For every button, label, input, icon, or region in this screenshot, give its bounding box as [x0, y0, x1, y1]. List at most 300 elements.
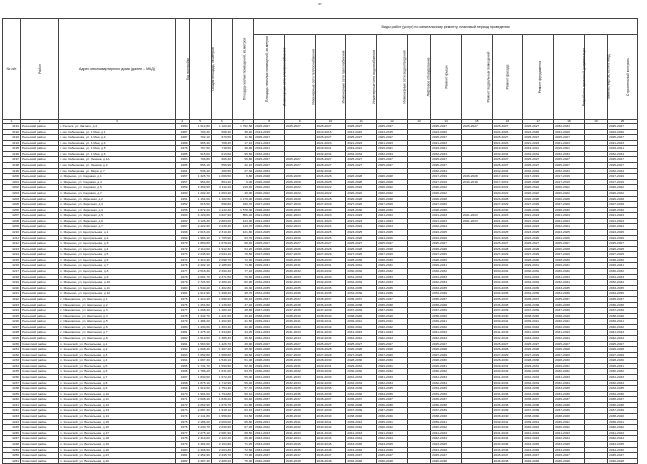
table-cell: 2035-2037: [523, 296, 554, 302]
table-cell: 2040-2042: [554, 324, 585, 330]
table-cell: п. Марьино, ул. Центральная, д.3: [59, 241, 176, 247]
table-cell: 1974: [175, 257, 189, 263]
table-cell: 2 230,70: [189, 425, 211, 431]
table-cell: 2 480,20: [211, 280, 232, 286]
header-label: Площадь жилых помещений, кв.метров: [242, 37, 247, 101]
table-cell: 2027-2029: [492, 202, 523, 208]
table-cell: 2020-2022: [377, 185, 408, 191]
table-cell: 2025-2027: [377, 124, 408, 130]
table-cell: Советский район: [21, 341, 59, 347]
table-cell: 2029-2031: [492, 263, 523, 269]
table-cell: 4198: [3, 163, 21, 169]
table-cell: 2036-2038: [608, 302, 638, 308]
table-cell: 2035-2037: [377, 397, 408, 403]
table-cell: 4228: [3, 330, 21, 336]
table-cell: 2046-2048: [431, 458, 462, 464]
table-cell: 2025-2027: [492, 124, 523, 130]
table-cell: 2045-2047: [608, 453, 638, 459]
table-cell: 2046-2048: [315, 458, 346, 464]
table-cell: 4210: [3, 229, 21, 235]
table-cell: Рыльский район: [21, 151, 59, 157]
table-cell: 4206: [3, 207, 21, 213]
table-cell: 2025-2027: [608, 135, 638, 141]
table-cell: 1962: [175, 218, 189, 224]
table-cell: 4214: [3, 252, 21, 258]
table-cell: 2030-2032: [431, 269, 462, 275]
table-cell: 1959: [175, 185, 189, 191]
table-cell: 1 612,90: [189, 291, 211, 297]
table-cell: 2043-2045: [377, 441, 408, 447]
table-cell: 2024-2026: [554, 129, 585, 135]
table-cell: 6,80: [232, 174, 253, 180]
table-cell: 2036-2038: [431, 402, 462, 408]
table-cell: 2024-2026: [492, 235, 523, 241]
table-cell: 2021-2023: [284, 218, 315, 224]
table-cell: 1979: [175, 441, 189, 447]
table-cell: 2024-2026: [377, 235, 408, 241]
table-cell: 2039-2041: [431, 419, 462, 425]
header-label: Год постройки: [185, 57, 190, 81]
table-cell: Советский район: [21, 380, 59, 386]
table-cell: г. им. Кабешкова, ул. 1 Мая, д.5: [59, 146, 176, 152]
table-cell: 2021-2023: [431, 218, 462, 224]
table-cell: 56,40: [232, 380, 253, 386]
table-cell: 2031-2033: [284, 375, 315, 381]
table-cell: 4232: [3, 352, 21, 358]
table-cell: 2 245,90: [189, 252, 211, 258]
table-cell: 2044-2046: [346, 447, 377, 453]
table-cell: 2040-2042: [346, 324, 377, 330]
table-cell: 1 475,10: [189, 330, 211, 336]
table-cell: 1 325,70: [189, 174, 211, 180]
header-label: Ремонт фасада: [505, 64, 510, 90]
table-cell: 2025-2027: [284, 163, 315, 169]
table-cell: 2032-2034: [492, 151, 523, 157]
column-index-cell: 17: [523, 120, 554, 124]
table-cell: Рыльский район: [21, 140, 59, 146]
table-cell: 2025-2027: [431, 135, 462, 141]
table-cell: 2039-2041: [523, 319, 554, 325]
table-cell: 2019-2021: [315, 146, 346, 152]
table-cell: Советский район: [21, 391, 59, 397]
table-cell: 2044-2046: [377, 447, 408, 453]
table-cell: 508,40: [211, 129, 232, 135]
table-cell: 2028-2030: [554, 257, 585, 263]
table-cell: 2031-2033: [346, 274, 377, 280]
table-cell: Рыльский район: [21, 157, 59, 163]
table-cell: 2044-2046: [315, 447, 346, 453]
table-cell: 2 290,40: [211, 269, 232, 275]
table-cell: 2017-2019: [492, 174, 523, 180]
table-cell: 2028-2030: [554, 358, 585, 364]
table-cell: 4212: [3, 241, 21, 247]
table-cell: 665,40: [211, 157, 232, 163]
table-cell: 2 497,40: [189, 458, 211, 464]
table-cell: 2030-2032: [377, 269, 408, 275]
table-cell: 2026-2028: [431, 347, 462, 353]
table-cell: 4234: [3, 363, 21, 369]
header-label: Строительный контроль: [626, 57, 631, 97]
table-cell: 2038-2040: [523, 313, 554, 319]
table-cell: 2042-2044: [254, 335, 285, 341]
table-cell: 71,20: [232, 441, 253, 447]
table-cell: г. им. Кабешкова, ул. 1 Мая, д.4: [59, 140, 176, 146]
table-cell: Рыльский район: [21, 252, 59, 258]
table-cell: 2021-2023: [554, 218, 585, 224]
table-cell: 2026-2028: [523, 347, 554, 353]
table-cell: 2031-2033: [523, 274, 554, 280]
table-cell: 2030-2032: [608, 269, 638, 275]
table-cell: 4237: [3, 380, 21, 386]
table-cell: Рыльский район: [21, 296, 59, 302]
table-cell: п. Марьино, ул. Садовая, д.6: [59, 185, 176, 191]
table-cell: 2024-2026: [284, 235, 315, 241]
header-cell: [461, 35, 492, 120]
table-cell: 2036-2038: [284, 302, 315, 308]
table-cell: 2041-2043: [254, 430, 285, 436]
table-cell: 65,80: [232, 419, 253, 425]
table-cell: 2 008,40: [189, 397, 211, 403]
table-cell: 1975: [175, 419, 189, 425]
table-cell: 2021-2023: [346, 218, 377, 224]
table-cell: 2 615,20: [189, 229, 211, 235]
table-cell: 2031-2033: [315, 274, 346, 280]
table-cell: Рыльский район: [21, 207, 59, 213]
table-cell: 4243: [3, 414, 21, 420]
header-label: Район: [37, 64, 42, 74]
table-cell: п. Марьино, ул. Центральная, д.2: [59, 235, 176, 241]
table-cell: 2023-2025: [492, 229, 523, 235]
table-cell: 2024-2026: [431, 235, 462, 241]
header-cell: [407, 35, 430, 120]
table-cell: 2028-2030: [608, 257, 638, 263]
table-cell: Советский район: [21, 447, 59, 453]
table-cell: 3 827,90: [211, 213, 232, 219]
table-cell: 2027-2029: [608, 202, 638, 208]
table-cell: 2027-2029: [492, 252, 523, 258]
table-cell: 2039-2041: [492, 419, 523, 425]
table-cell: 2021-2023: [608, 218, 638, 224]
table-cell: 1 298,30: [189, 308, 211, 314]
table-cell: 1966: [175, 369, 189, 375]
table-cell: п. Марьино, ул. Заречная, д.5: [59, 213, 176, 219]
table-cell: 2 724,50: [189, 280, 211, 286]
table-cell: 2035-2037: [492, 397, 523, 403]
table-cell: 2037-2039: [554, 408, 585, 414]
table-cell: 1 467,20: [211, 347, 232, 353]
table-cell: 2041-2043: [492, 430, 523, 436]
table-cell: 2042-2044: [377, 335, 408, 341]
table-cell: 2025-2027: [315, 135, 346, 141]
table-cell: 2019-2021: [608, 146, 638, 152]
table-cell: 2 052,90: [189, 402, 211, 408]
table-cell: Советский район: [21, 430, 59, 436]
table-cell: 2026-2028: [554, 347, 585, 353]
table-cell: 2020-2022: [608, 185, 638, 191]
table-cell: Советский район: [21, 441, 59, 447]
table-cell: 965,40: [189, 140, 211, 146]
table-cell: 2041-2043: [523, 430, 554, 436]
table-cell: 3 126,30: [189, 218, 211, 224]
table-cell: 2 245,70: [211, 453, 232, 459]
table-cell: 2032-2034: [254, 280, 285, 286]
table-cell: 2037-2039: [346, 408, 377, 414]
table-cell: 4238: [3, 386, 21, 392]
table-cell: 2040-2042: [377, 324, 408, 330]
table-cell: 4242: [3, 408, 21, 414]
group-header: Виды работ (услуг) по капитальному ремонту, плановый период проведения: [254, 19, 638, 35]
table-cell: 2035-2037: [523, 397, 554, 403]
table-cell: 2019-2021: [254, 146, 285, 152]
table-cell: 1 063,40: [211, 190, 232, 196]
table-cell: 46,90: [232, 341, 253, 347]
table-cell: 2034-2036: [377, 391, 408, 397]
column-index-cell: 11: [346, 120, 377, 124]
table-cell: 2031-2033: [377, 375, 408, 381]
table-cell: 2025-2027: [492, 157, 523, 163]
table-cell: 63,70: [232, 235, 253, 241]
table-cell: 2021-2023: [492, 218, 523, 224]
table-cell: 2025-2027: [284, 241, 315, 247]
table-cell: 2034-2036: [254, 291, 285, 297]
table-cell: 2046-2048: [254, 458, 285, 464]
table-cell: 2033-2035: [492, 285, 523, 291]
table-cell: 2040-2042: [554, 425, 585, 431]
table-cell: 2 319,60: [189, 436, 211, 442]
table-cell: 2032-2034: [608, 168, 638, 174]
table-cell: 2042-2044: [431, 335, 462, 341]
table-cell: 2035-2037: [608, 397, 638, 403]
table-cell: 2025-2027: [492, 163, 523, 169]
table-cell: 2033-2035: [523, 386, 554, 392]
table-cell: 4203: [3, 190, 21, 196]
table-cell: п. Марьино, ул. Заречная, д.6: [59, 218, 176, 224]
table-cell: п. Марьино, ул. Центральная, д.5: [59, 252, 176, 258]
table-cell: 1979: [175, 280, 189, 286]
table-cell: Рыльский район: [21, 241, 59, 247]
table-cell: 42,10: [232, 163, 253, 169]
table-cell: 2042-2044: [284, 436, 315, 442]
table-cell: г. им. Кабешкова, ул. 1 Мая, д.6: [59, 151, 176, 157]
table-cell: 2025-2027: [254, 241, 285, 247]
table-cell: 2025-2027: [431, 157, 462, 163]
table-cell: 2027-2029: [554, 252, 585, 258]
table-cell: п. Кшенский, ул. Вокзальная, д.7: [59, 375, 176, 381]
table-cell: Рыльский район: [21, 190, 59, 196]
table-cell: 2046-2048: [346, 458, 377, 464]
table-cell: п. Кшенский, ул. Вокзальная, д.17: [59, 430, 176, 436]
table-cell: 2025-2027: [523, 157, 554, 163]
table-cell: 2032-2034: [431, 168, 462, 174]
table-cell: п. Марьино, ул. Заречная, д.2: [59, 196, 176, 202]
table-cell: 2030-2032: [523, 369, 554, 375]
table-cell: 2021-2023: [254, 213, 285, 219]
table-cell: 2028-2030: [492, 257, 523, 263]
table-cell: 2032-2034: [431, 280, 462, 286]
table-cell: 2029-2031: [284, 263, 315, 269]
table-cell: 1969: [175, 235, 189, 241]
table-cell: Рыльский район: [21, 324, 59, 330]
table-cell: 1987: [175, 135, 189, 141]
table-cell: п. Кшенский, ул. Вокзальная, д.19: [59, 441, 176, 447]
table-cell: 2039-2041: [315, 319, 346, 325]
table-cell: 2035-2037: [315, 397, 346, 403]
table-cell: 2021-2023: [254, 218, 285, 224]
header-cell: [175, 19, 189, 120]
table-cell: 2037-2039: [523, 308, 554, 314]
table-cell: 2035-2037: [346, 296, 377, 302]
table-cell: 2034-2036: [315, 291, 346, 297]
table-cell: 1 741,70: [189, 363, 211, 369]
table-cell: 1968: [175, 229, 189, 235]
table-cell: 2045-2047: [254, 453, 285, 459]
table-cell: 2037-2039: [284, 308, 315, 314]
table-cell: 4244: [3, 419, 21, 425]
table-cell: 2038-2040: [284, 313, 315, 319]
table-cell: 2 081,90: [211, 430, 232, 436]
table-cell: 2036-2038: [492, 302, 523, 308]
table-cell: 2034-2036: [346, 291, 377, 297]
table-cell: 2023-2025: [346, 229, 377, 235]
table-cell: 1980: [175, 447, 189, 453]
table-cell: 2042-2044: [554, 436, 585, 442]
table-cell: 2025-2027: [315, 124, 346, 130]
table-cell: 1 964,00: [189, 391, 211, 397]
table-cell: 2041-2043: [315, 330, 346, 336]
table-cell: 2030-2032: [608, 369, 638, 375]
table-cell: 2017-2019: [431, 179, 462, 185]
table-cell: 2028-2030: [431, 358, 462, 364]
table-cell: с. Ивановское, ул. Школьная, д.2: [59, 302, 176, 308]
table-cell: 2028-2030: [431, 257, 462, 263]
table-cell: 2028-2030: [608, 358, 638, 364]
table-cell: 1980: [175, 285, 189, 291]
table-cell: 4231: [3, 347, 21, 353]
table-cell: 2030-2032: [431, 369, 462, 375]
table-cell: п. Марьино, ул. Центральная, д.6: [59, 257, 176, 263]
table-cell: п. Кшенский, ул. Вокзальная, д.22: [59, 458, 176, 464]
table-cell: Советский район: [21, 453, 59, 459]
table-cell: 2022-2024: [377, 224, 408, 230]
table-cell: 2025-2027: [523, 341, 554, 347]
table-cell: 2044-2046: [284, 447, 315, 453]
table-cell: 2020-2022: [346, 190, 377, 196]
table-cell: 2027-2029: [284, 252, 315, 258]
table-cell: 1973: [175, 252, 189, 258]
table-cell: 4229: [3, 335, 21, 341]
table-cell: 2029-2031: [608, 263, 638, 269]
header-label: Инженерные сети водоотведения: [402, 50, 407, 104]
table-cell: 2032-2034: [315, 380, 346, 386]
table-cell: 2044-2046: [608, 447, 638, 453]
table-cell: 2030-2032: [284, 369, 315, 375]
table-cell: 58,40: [232, 241, 253, 247]
table-cell: 2037-2039: [315, 308, 346, 314]
column-index-cell: 12: [377, 120, 408, 124]
table-cell: 1 786,20: [189, 369, 211, 375]
table-cell: 51,00: [232, 358, 253, 364]
table-cell: 2032-2034: [254, 151, 285, 157]
header-cell: № п/п: [3, 19, 21, 120]
table-cell: п. Марьино, ул. Центральная, д.4: [59, 246, 176, 252]
table-cell: 556,90: [211, 163, 232, 169]
table-cell: 2027-2029: [377, 252, 408, 258]
table-cell: 27,30: [232, 168, 253, 174]
table-cell: 2029-2031: [377, 363, 408, 369]
table-cell: 4201: [3, 179, 21, 185]
table-cell: 2021-2023: [554, 140, 585, 146]
table-cell: 4200: [3, 174, 21, 180]
table-cell: 2020-2022: [254, 185, 285, 191]
table-cell: 1960: [175, 190, 189, 196]
table-cell: 2027-2029: [254, 252, 285, 258]
table-cell: 2033-2035: [608, 285, 638, 291]
table-cell: 59,80: [232, 157, 253, 163]
table-cell: 2042-2044: [346, 335, 377, 341]
table-cell: п. Кшенский, ул. Вокзальная, д.15: [59, 419, 176, 425]
table-cell: 2026-2028: [254, 196, 285, 202]
table-cell: 64,50: [232, 414, 253, 420]
table-cell: п. Кшенский, ул. Вокзальная, д.21: [59, 453, 176, 459]
table-cell: 2025-2027: [523, 241, 554, 247]
table-cell: 2040-2042: [315, 324, 346, 330]
table-cell: 2024-2026: [254, 235, 285, 241]
table-cell: 2036-2038: [254, 302, 285, 308]
table-cell: 2033-2035: [346, 285, 377, 291]
table-cell: 2038-2040: [254, 313, 285, 319]
table-cell: Рыльский район: [21, 291, 59, 297]
table-cell: 2021-2023: [346, 213, 377, 219]
table-cell: 4193: [3, 135, 21, 141]
table-cell: 2026-2028: [346, 347, 377, 353]
table-cell: 2039-2041: [377, 419, 408, 425]
table-cell: 1 139,60: [211, 302, 232, 308]
table-cell: 2040-2042: [608, 324, 638, 330]
table-cell: п. Марьино, ул. Садовая, д.7: [59, 190, 176, 196]
table-cell: 1982: [175, 458, 189, 464]
table-cell: 2031-2033: [377, 274, 408, 280]
table-cell: 2033-2035: [431, 386, 462, 392]
header-label: Общая площадь, кв.метров: [210, 47, 215, 91]
table-cell: 718,50: [211, 146, 232, 152]
table-cell: 2019-2021: [554, 146, 585, 152]
table-cell: 2027-2029: [431, 202, 462, 208]
table-cell: 46,30: [232, 285, 253, 291]
table-cell: 2030-2032: [254, 269, 285, 275]
table-cell: 2021-2023: [315, 140, 346, 146]
table-cell: с. Ивановское, ул. Школьная, д.4: [59, 313, 176, 319]
table-cell: 73,90: [232, 453, 253, 459]
table-cell: 2028-2030: [315, 358, 346, 364]
table-cell: 1 672,40: [211, 375, 232, 381]
table-cell: 2040-2042: [254, 425, 285, 431]
table-cell: 2013-2015: [315, 129, 346, 135]
table-cell: 2026-2028: [377, 174, 408, 180]
table-cell: 2020-2022: [492, 190, 523, 196]
table-cell: 2025-2027: [431, 341, 462, 347]
table-cell: 1 098,20: [211, 296, 232, 302]
table-cell: 2038-2040: [315, 414, 346, 420]
table-cell: 60,40: [232, 397, 253, 403]
table-cell: 52,30: [232, 363, 253, 369]
table-cell: 1 830,60: [189, 375, 211, 381]
table-cell: 1 563,90: [189, 341, 211, 347]
table-cell: п. Кшенский, ул. Вокзальная, д.12: [59, 402, 176, 408]
table-cell: 2045-2047: [492, 453, 523, 459]
table-cell: 2034-2036: [608, 291, 638, 297]
table-cell: 2027-2029: [523, 352, 554, 358]
table-cell: 2025-2027: [346, 163, 377, 169]
